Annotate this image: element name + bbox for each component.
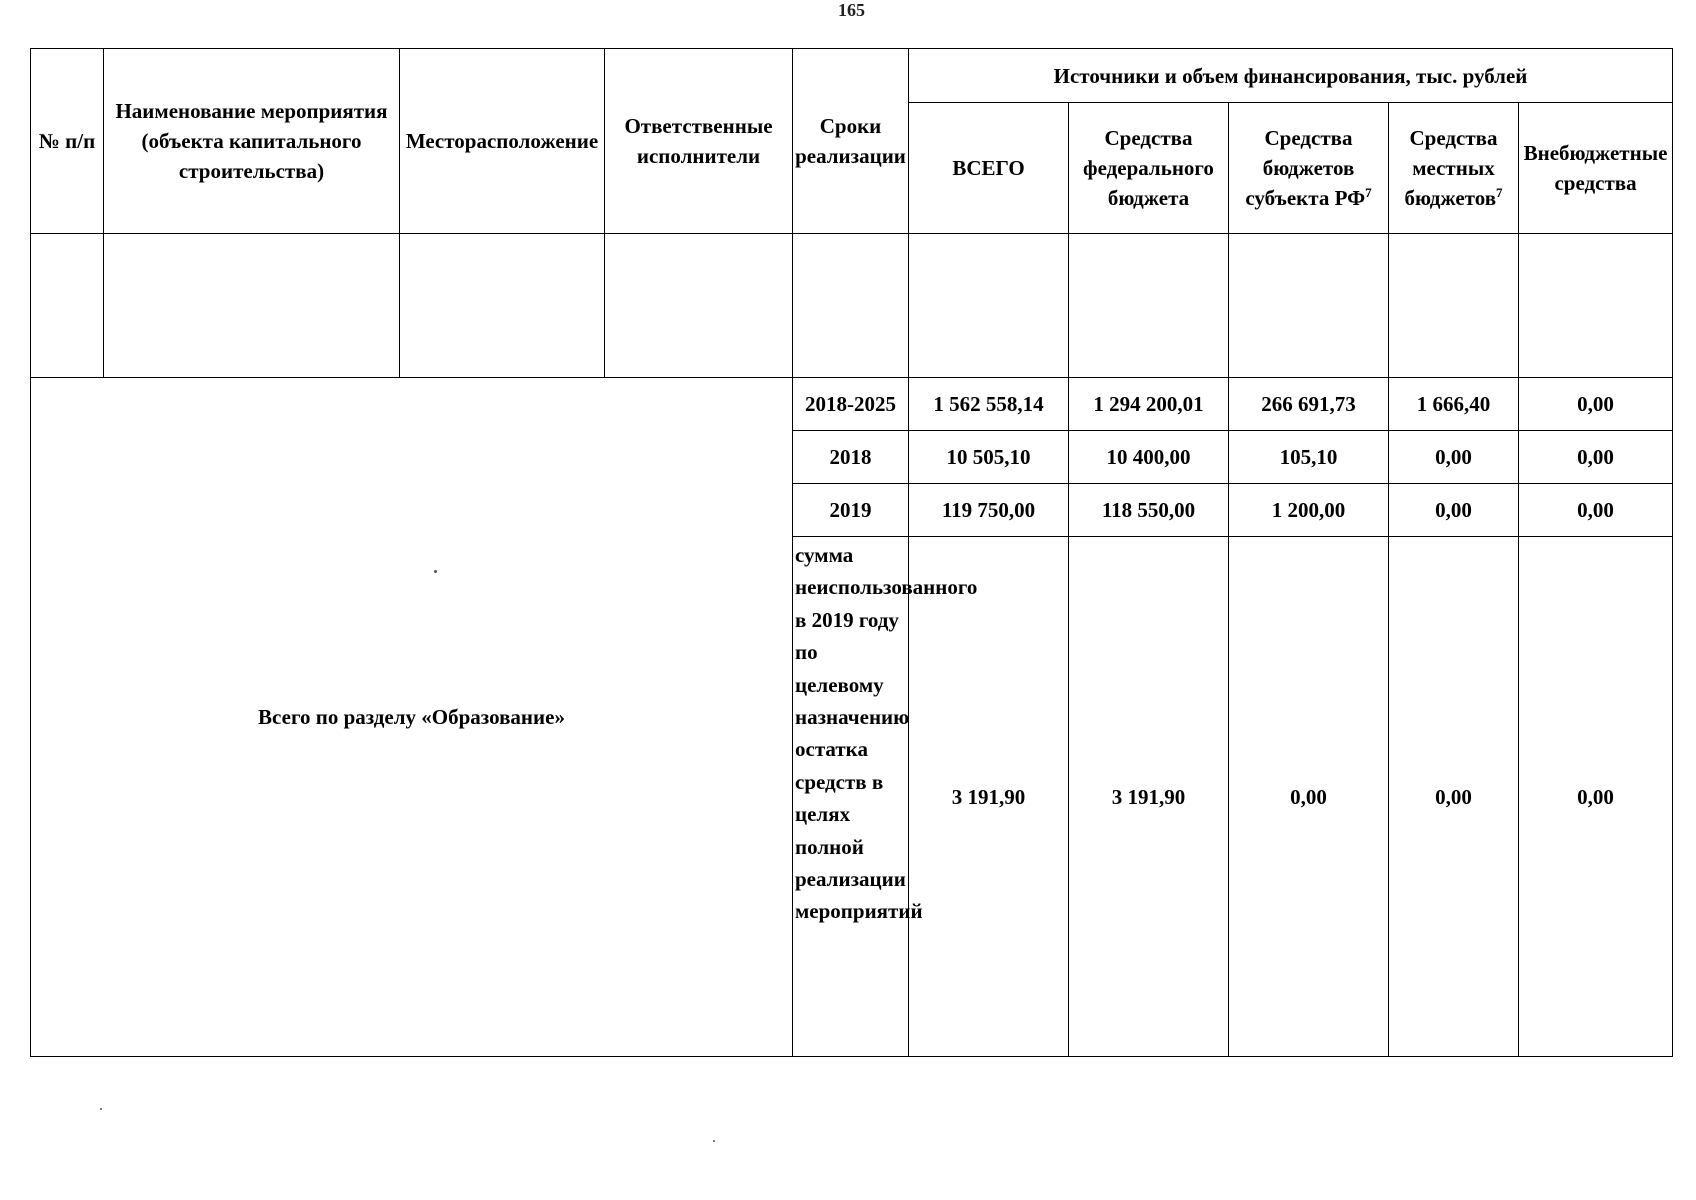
blank-cell xyxy=(793,234,909,378)
financing-table xyxy=(30,48,1673,1057)
local-cell: 0,00 xyxy=(1389,431,1519,484)
blank-cell xyxy=(605,234,793,378)
header-sources-group: Источники и объем финансирования, тыс. рублей xyxy=(909,49,1673,103)
regional-cell: 1 200,00 xyxy=(1229,484,1389,537)
federal-cell: 10 400,00 xyxy=(1069,431,1229,484)
federal-cell: 3 191,90 xyxy=(1069,537,1229,1057)
header-regional-label: Средства бюджетов субъекта РФ xyxy=(1245,126,1366,210)
blank-cell xyxy=(1229,234,1389,378)
extra-cell: 0,00 xyxy=(1519,378,1673,431)
total-cell: 1 562 558,14 xyxy=(909,378,1069,431)
scan-speck xyxy=(100,1108,102,1110)
header-federal: Средства федерального бюджета xyxy=(1069,103,1229,234)
header-name: Наименование мероприятия (объекта капитального строительства) xyxy=(104,49,400,234)
total-cell: 10 505,10 xyxy=(909,431,1069,484)
local-cell: 0,00 xyxy=(1389,484,1519,537)
total-cell: 119 750,00 xyxy=(909,484,1069,537)
regional-cell: 105,10 xyxy=(1229,431,1389,484)
period-cell: сумма неиспользованного в 2019 году по целевому назначению остатка средств в целях полной реализации мероприятий xyxy=(793,537,909,1057)
blank-cell xyxy=(104,234,400,378)
scan-speck xyxy=(713,1140,715,1142)
local-cell: 1 666,40 xyxy=(1389,378,1519,431)
period-cell: 2019 xyxy=(793,484,909,537)
header-regional xyxy=(1229,103,1389,234)
header-total: ВСЕГО xyxy=(909,103,1069,234)
blank-cell xyxy=(1519,234,1673,378)
blank-cell xyxy=(909,234,1069,378)
header-location: Месторасположение xyxy=(400,49,605,234)
period-cell: 2018-2025 xyxy=(793,378,909,431)
blank-row xyxy=(31,234,1673,378)
page-number: 165 xyxy=(838,0,865,20)
section-total-label: Всего по разделу «Образование» xyxy=(31,378,793,1057)
header-responsible: Ответственные исполнители xyxy=(605,49,793,234)
extra-cell: 0,00 xyxy=(1519,431,1673,484)
total-cell: 3 191,90 xyxy=(909,537,1069,1057)
regional-cell: 266 691,73 xyxy=(1229,378,1389,431)
blank-cell xyxy=(400,234,605,378)
header-local-label: Средства местных бюджетов xyxy=(1404,126,1498,210)
blank-cell xyxy=(31,234,104,378)
federal-cell: 118 550,00 xyxy=(1069,484,1229,537)
extra-cell: 0,00 xyxy=(1519,484,1673,537)
blank-cell xyxy=(1069,234,1229,378)
regional-cell: 0,00 xyxy=(1229,537,1389,1057)
federal-cell: 1 294 200,01 xyxy=(1069,378,1229,431)
header-extra: Внебюджетные средства xyxy=(1519,103,1673,234)
header-local xyxy=(1389,103,1519,234)
table-row xyxy=(31,378,1673,431)
header-period: Сроки реализации xyxy=(793,49,909,234)
header-regional-note: 7 xyxy=(1365,185,1372,200)
local-cell: 0,00 xyxy=(1389,537,1519,1057)
scan-speck xyxy=(434,570,437,573)
period-cell: 2018 xyxy=(793,431,909,484)
extra-cell: 0,00 xyxy=(1519,537,1673,1057)
header-num: № п/п xyxy=(31,49,104,234)
blank-cell xyxy=(1389,234,1519,378)
header-row-top xyxy=(31,49,1673,103)
header-local-note: 7 xyxy=(1496,185,1503,200)
